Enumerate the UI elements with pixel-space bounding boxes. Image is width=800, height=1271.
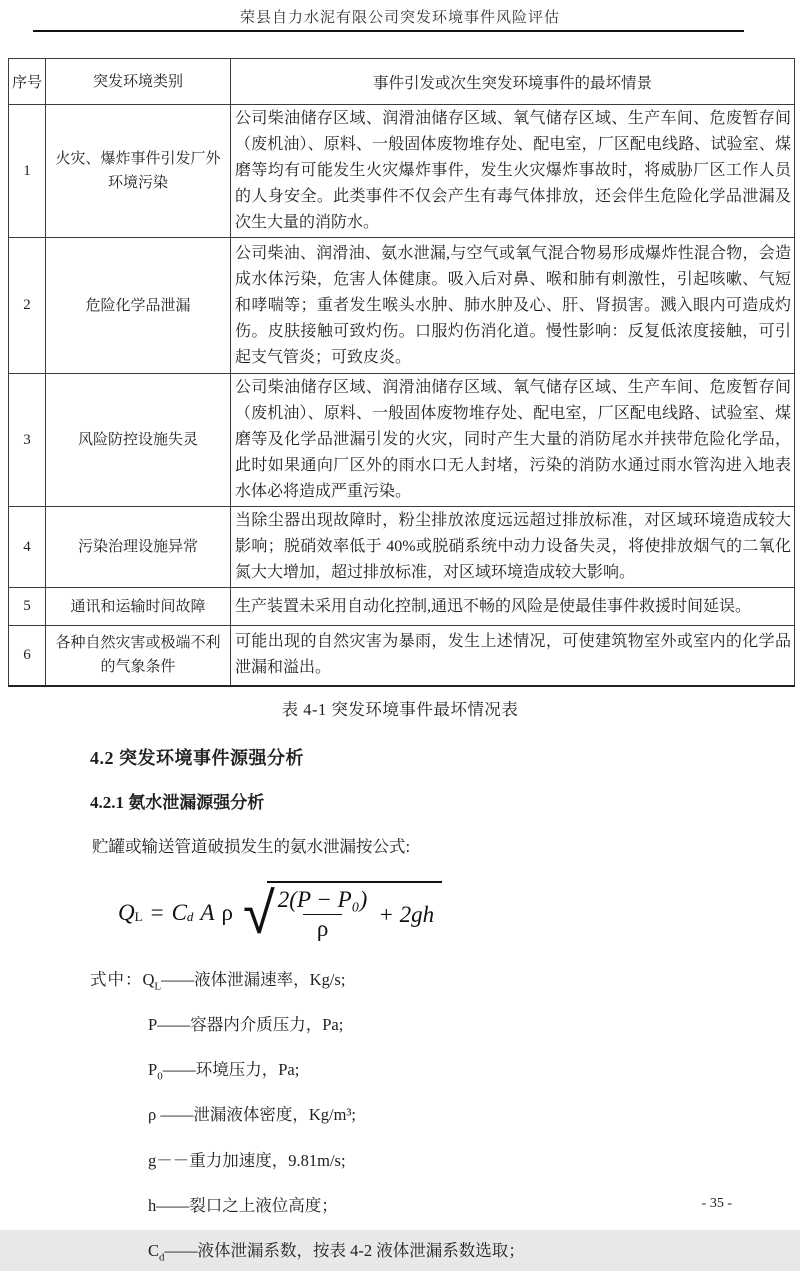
scenario-cell: 公司柴油、润滑油、氨水泄漏,与空气或氧气混合物易形成爆炸性混合物，会造成水体污染，危害人体健康。吸入后对鼻、喉和肺有刺激性，引起咳嗽、气短和哮喘等；重者发生喉头水肿、肺水肿及心、肝、肾损害。溅入眼内可造成灼伤。皮肤接触可致灼伤。口服灼伤消化道。慢性影响：反复低浓度接触，可引起支气管炎；可致皮炎。: [231, 238, 795, 374]
definition-item: [148, 1148, 800, 1180]
intro-paragraph: 贮罐或输送管道破损发生的氨水泄漏按公式:: [92, 836, 411, 856]
definition-symbol: Q: [142, 969, 155, 989]
definition-dash: ——: [161, 969, 195, 989]
definition-symbol-subscript: L: [154, 979, 162, 992]
definition-symbol: ρ: [148, 1105, 161, 1125]
row-number-cell: 6: [9, 626, 46, 686]
row-number-cell: 4: [9, 507, 46, 588]
category-cell: 风险防控设施失灵: [46, 374, 231, 507]
category-cell: 各种自然灾害或极端不利的气象条件: [46, 626, 231, 686]
definition-text: 泄漏液体密度，Kg/m³;: [193, 1105, 356, 1125]
table-row: [9, 238, 795, 374]
definition-dash: －－: [156, 1150, 190, 1170]
definition-prefix: 式中：: [90, 969, 143, 989]
category-cell: 通讯和运输时间故障: [46, 588, 231, 626]
definition-dash: ——: [160, 1105, 194, 1125]
definition-text: 环境压力，Pa;: [195, 1060, 300, 1080]
fraction-denominator: ρ: [303, 914, 342, 944]
scenario-cell: 公司柴油储存区域、润滑油储存区域、氧气储存区域、生产车间、危废暂存间（废机油）、原料、一般固体废物堆存处、配电室，厂区配电线路、试验室、煤磨等及化学品泄漏引发的火灾，同时产生大量的消防尾水并挟带危险化学品，此时如果通向厂区外的雨水口无人封堵，污染的消防水通过雨水管沟进入地表水体必将造成严重污染。: [231, 374, 795, 507]
formula-Cd-subscript: d: [186, 909, 194, 924]
scenario-cell: 当除尘器出现故障时，粉尘排放浓度远远超过排放标准，对区域环境造成较大影响；脱硝效率低于 40%或脱硝系统中动力设备失灵，将使排放烟气的二氧化氮大大增加，超过排放标准，对区域环境造成较大影响。: [231, 507, 795, 588]
category-cell: 危险化学品泄漏: [46, 238, 231, 374]
page-header: [0, 0, 800, 32]
definition-item: [148, 1012, 800, 1044]
col-header-category: 突发环境类别: [46, 59, 231, 105]
definition-dash: ——: [157, 1014, 191, 1034]
page-number: - 35 -: [701, 1196, 732, 1211]
definition-dash: ——: [164, 1241, 198, 1261]
definition-symbol-subscript: d: [159, 1251, 165, 1264]
definition-symbol: C: [148, 1241, 160, 1261]
definition-item: [148, 1102, 800, 1134]
definition-symbol: g: [148, 1150, 157, 1170]
table-row: [9, 626, 795, 686]
row-number-cell: 5: [9, 588, 46, 626]
definition-text: 裂口之上液位高度；: [189, 1195, 338, 1215]
table-row: [9, 507, 795, 588]
scenario-cell: 可能出现的自然灾害为暴雨，发生上述情况，可使建筑物室外或室内的化学品泄漏和溢出。: [231, 626, 795, 686]
definition-symbol-subscript: 0: [157, 1070, 163, 1083]
scenario-cell: 生产装置未采用自动化控制,通迅不畅的风险是使最佳事件救援时间延误。: [231, 588, 795, 626]
symbol-definitions: [0, 967, 800, 1271]
formula-Q-subscript: L: [134, 909, 143, 924]
radicand: [267, 881, 442, 944]
formula-Cd: C: [171, 899, 187, 925]
leak-rate-formula: [118, 878, 800, 947]
formula-A: A: [200, 899, 215, 925]
col-header-number: 序号: [9, 59, 46, 105]
category-cell: 火灾、爆炸事件引发厂外环境污染: [46, 105, 231, 238]
formula-tail-term: + 2gh: [378, 902, 435, 927]
definition-item: [90, 967, 800, 999]
header-title: 荣县自力水泥有限公司突发环境事件风险评估: [239, 10, 560, 26]
row-number-cell: 2: [9, 238, 46, 374]
table-header: [9, 59, 795, 105]
definition-symbol: h: [148, 1195, 157, 1215]
section-heading: 4.2 突发环境事件源强分析: [90, 747, 304, 768]
row-number-cell: 1: [9, 105, 46, 238]
definition-item: [148, 1238, 800, 1270]
definition-item: [148, 1057, 800, 1089]
header-rule: [33, 30, 744, 32]
definition-dash: ——: [156, 1195, 190, 1215]
table-row: [9, 588, 795, 626]
formula-Q: Q: [118, 899, 135, 925]
worst-case-table: [8, 58, 795, 687]
definition-text: 液体泄漏系数，按表 4-2 液体泄漏系数选取；: [197, 1241, 525, 1261]
definition-text: 容器内介质压力，Pa;: [190, 1014, 344, 1034]
table-header-row: [9, 59, 795, 105]
definition-text: 液体泄漏速率，Kg/s;: [194, 969, 346, 989]
definition-dash: ——: [162, 1060, 196, 1080]
scenario-cell: 公司柴油储存区域、润滑油储存区域、氧气储存区域、生产车间、危废暂存间（废机油）、原料、一般固体废物堆存处、配电室，厂区配电线路、试验室、煤磨等均有可能发生火灾爆炸事件，发生火灾爆炸事故时，将威胁厂区工作人员的人身安全。此类事件不仅会产生有毒气体排放，还会伴生危险化学品泄漏及次生大量的消防水。: [231, 105, 795, 238]
equals-sign: =: [150, 899, 164, 925]
definition-text: 重力加速度，9.81m/s;: [189, 1150, 346, 1170]
subsection-heading: 4.2.1 氨水泄漏源强分析: [90, 792, 265, 812]
square-root: [242, 878, 442, 947]
row-number-cell: 3: [9, 374, 46, 507]
formula-rho: ρ: [221, 899, 233, 925]
definition-symbol: P: [148, 1060, 158, 1080]
table-caption: 表 4-1 突发环境事件最坏情况表: [281, 699, 519, 719]
definition-symbol: P: [148, 1014, 158, 1034]
table-row: [9, 105, 795, 238]
fraction-numerator: 2(P − P₀): [277, 886, 368, 912]
fraction: [273, 886, 373, 944]
category-cell: 污染治理设施异常: [46, 507, 231, 588]
table-body: [9, 105, 795, 686]
table-row: [9, 374, 795, 507]
radical-sign-icon: √: [242, 878, 275, 947]
col-header-scenario: 事件引发或次生突发环境事件的最坏情景: [231, 59, 795, 105]
